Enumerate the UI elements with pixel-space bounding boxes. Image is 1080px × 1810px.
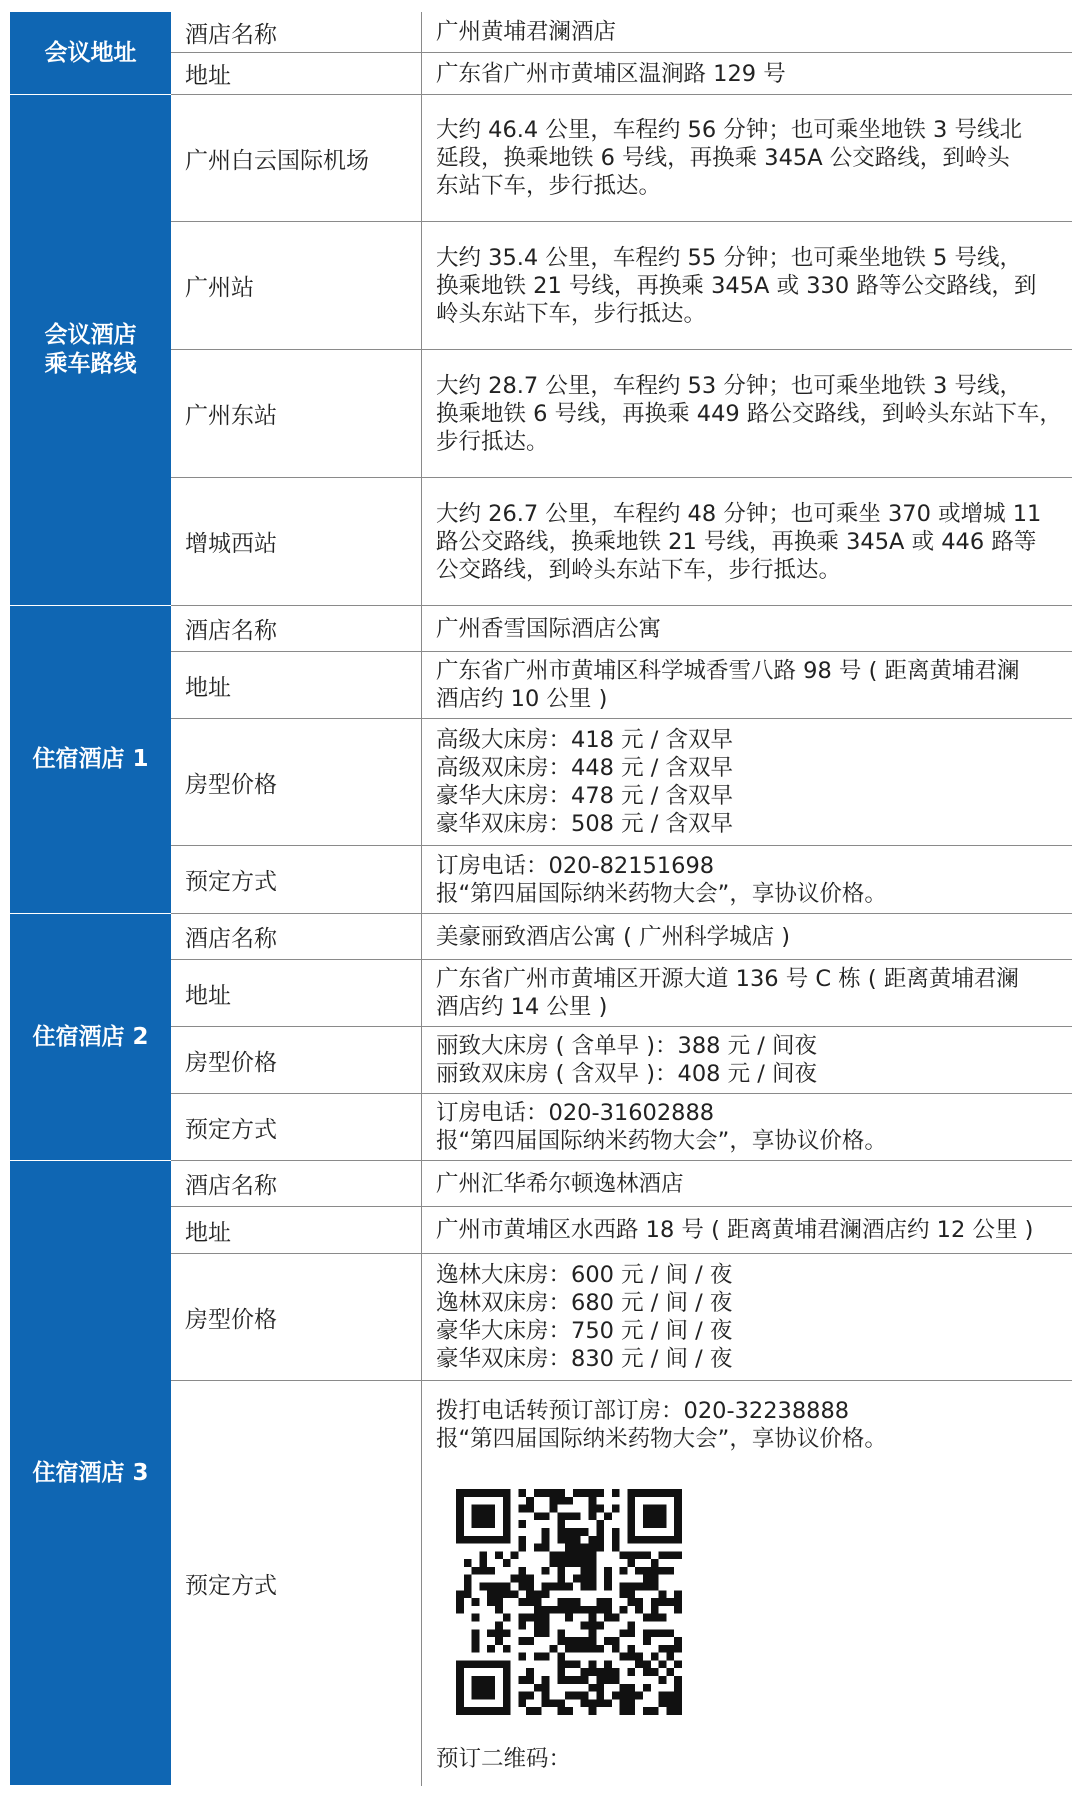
table-row: [171, 12, 1072, 53]
row-value: 丽致大床房 ( 含单早 )：388 元 / 间夜 丽致双床房 ( 含双早 )：408 元 / 间夜: [436, 1033, 817, 1087]
row-key: 地址: [171, 652, 422, 718]
table-row: [171, 606, 1072, 652]
info-table: [10, 12, 1072, 1786]
row-value: 逸林大床房：600 元 / 间 / 夜 逸林双床房：680 元 / 间 / 夜 豪华大床房：750 元 / 间 / 夜 豪华双床房：830 元 / 间 / 夜: [436, 1262, 733, 1372]
row-key: 房型价格: [171, 1027, 422, 1093]
row-key: 地址: [171, 1207, 422, 1253]
row-value: 大约 28.7 公里，车程约 53 分钟；也可乘坐地铁 3 号线， 换乘地铁 6 号线，再换乘 449 路公交路线，到岭头东站下车， 步行抵达。: [436, 372, 1062, 455]
table-row: [171, 960, 1072, 1027]
table-row: [171, 719, 1072, 846]
table-row: [171, 1381, 1072, 1786]
row-value: 订房电话：020-82151698 报“第四届国际纳米药物大会”，享协议价格。: [436, 852, 887, 907]
table-row: [171, 478, 1072, 606]
row-value: 大约 35.4 公里，车程约 55 分钟；也可乘坐地铁 5 号线， 换乘地铁 21 号线，再换乘 345A 或 330 路等公交路线，到 岭头东站下车，步行抵达。: [436, 244, 1037, 327]
section-hotel-2: [10, 914, 1072, 1161]
booking-qr-code: [456, 1489, 682, 1715]
section-hotel-1: [10, 606, 1072, 914]
table-row: [171, 1027, 1072, 1094]
table-row: [171, 652, 1072, 719]
row-key: 预定方式: [171, 846, 422, 913]
table-row: [171, 914, 1072, 960]
row-key: 酒店名称: [171, 606, 422, 651]
row-key: 广州站: [171, 222, 422, 349]
row-key: 酒店名称: [171, 12, 422, 52]
row-key: 酒店名称: [171, 914, 422, 959]
table-row: [171, 95, 1072, 222]
section-label: 会议地址: [10, 12, 171, 95]
section-venue: [10, 12, 1072, 95]
row-value: 大约 46.4 公里，车程约 56 分钟；也可乘坐地铁 3 号线北 延段，换乘地铁 6 号线，再换乘 345A 公交路线，到岭头 东站下车，步行抵达。: [436, 117, 1022, 199]
row-key: 广州白云国际机场: [171, 95, 422, 221]
row-value: 广州汇华希尔顿逸林酒店: [436, 1170, 684, 1197]
table-row: [171, 1094, 1072, 1161]
qr-caption: 预订二维码：: [436, 1746, 572, 1772]
row-value: 广东省广州市黄埔区开源大道 136 号 C 栋 ( 距离黄埔君澜 酒店约 14 公里 ): [436, 966, 1019, 1020]
qr-code-icon: [456, 1489, 682, 1715]
table-row: [171, 1254, 1072, 1381]
table-row: [171, 222, 1072, 350]
row-key: 预定方式: [171, 1381, 422, 1786]
row-value: 广东省广州市黄埔区科学城香雪八路 98 号 ( 距离黄埔君澜 酒店约 10 公里 ): [436, 658, 1020, 712]
row-value: 订房电话：020-31602888 报“第四届国际纳米药物大会”，享协议价格。: [436, 1100, 887, 1154]
section-label: 住宿酒店 2: [10, 914, 171, 1161]
table-row: [171, 1161, 1072, 1207]
row-value: 广州香雪国际酒店公寓: [436, 615, 662, 642]
table-row: [171, 350, 1072, 478]
row-key: 房型价格: [171, 719, 422, 845]
row-value: 大约 26.7 公里，车程约 48 分钟；也可乘坐 370 或增城 11 路公交路线，换乘地铁 21 号线，再换乘 345A 或 446 路等 公交路线，到岭头东站下车，步行抵达。: [436, 500, 1042, 583]
row-value: 广东省广州市黄埔区温涧路 129 号: [436, 60, 786, 87]
table-row: [171, 1207, 1072, 1254]
row-value: 广州黄埔君澜酒店: [436, 19, 617, 45]
section-hotel-3: [10, 1161, 1072, 1786]
row-key: 地址: [171, 53, 422, 94]
table-row: [171, 846, 1072, 914]
row-key: 酒店名称: [171, 1161, 422, 1206]
row-value: 美豪丽致酒店公寓 ( 广州科学城店 ): [436, 923, 791, 950]
row-key: 房型价格: [171, 1254, 422, 1380]
row-key: 预定方式: [171, 1094, 422, 1160]
row-value: 广州市黄埔区水西路 18 号 ( 距离黄埔君澜酒店约 12 公里 ): [436, 1217, 1034, 1243]
row-key: 增城西站: [171, 478, 422, 605]
row-value: 高级大床房：418 元 / 含双早 高级双床房：448 元 / 含双早 豪华大床房：478 元 / 含双早 豪华双床房：508 元 / 含双早: [436, 727, 733, 837]
section-label: 住宿酒店 1: [10, 606, 171, 914]
table-row: [171, 53, 1072, 95]
row-key: 地址: [171, 960, 422, 1026]
row-value: 拨打电话转预订部订房：020-32238888 报“第四届国际纳米药物大会”，享协议价格。 预订二维码：: [422, 1381, 1072, 1786]
row-key: 广州东站: [171, 350, 422, 477]
section-routes: [10, 95, 1072, 606]
section-label: 住宿酒店 3: [10, 1161, 171, 1786]
section-label: 会议酒店 乘车路线: [10, 95, 171, 606]
